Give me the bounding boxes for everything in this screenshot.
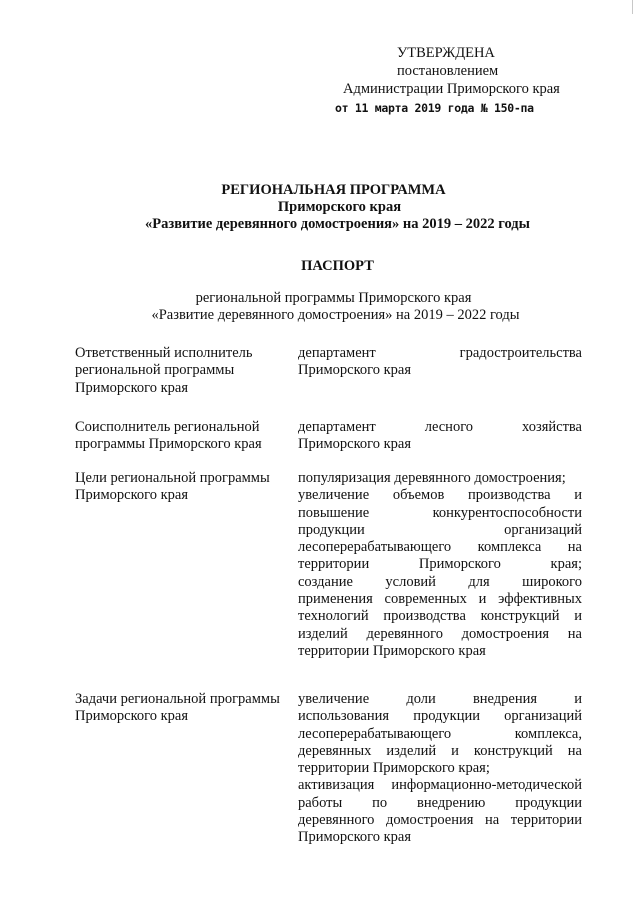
value-line: использования продукции организаций [298, 708, 582, 725]
program-title-line-1: РЕГИОНАЛЬНАЯ ПРОГРАММА [221, 182, 446, 198]
value-line: создание условий для широкого [298, 573, 582, 590]
page-edge-mark [632, 0, 633, 14]
label-line: Приморского края [75, 487, 189, 504]
value-line: активизация информационно-методической [298, 777, 582, 794]
passport-subtitle-2: «Развитие деревянного домостроения» на 2019 – 2022 годы [151, 307, 520, 323]
value-line: деревянных изделий и конструкций на [298, 742, 582, 759]
value-line: Приморского края [298, 362, 412, 379]
value-line: деревянного домостроения на территории [298, 812, 582, 829]
passport-subtitle-1: региональной программы Приморского края [195, 290, 472, 306]
value-line: лесоперерабатывающего комплекса, [298, 725, 582, 742]
program-title-line-2: Приморского края [277, 199, 402, 215]
row-value [298, 470, 582, 660]
row-value [298, 691, 582, 847]
row-label [75, 470, 293, 505]
value-line: лесоперерабатывающего комплекса на [298, 539, 582, 556]
label-line: Приморского края [75, 708, 189, 725]
value-line: продукции организаций [298, 521, 582, 538]
label-line: Цели региональной программы [75, 470, 270, 486]
value-line: изделий деревянного домостроения на [298, 625, 582, 642]
label-line: Ответственный исполнитель [75, 345, 253, 361]
row-label [75, 345, 293, 397]
value-line: территории Приморского края; [298, 556, 582, 573]
value-line: увеличение объемов производства и [298, 487, 582, 504]
value-line: департамент градостроительства [298, 345, 582, 361]
label-line: Задачи региональной программы [75, 691, 280, 707]
approval-resolution: постановлением [397, 63, 499, 79]
value-line: территории Приморского края [298, 642, 486, 659]
program-title [0, 182, 639, 233]
label-line: Соисполнитель региональной [75, 419, 260, 435]
passport-header [0, 258, 639, 324]
value-line: работы по внедрению продукции [298, 794, 582, 811]
label-line: региональной программы [75, 362, 235, 379]
approval-block [335, 44, 575, 117]
value-line: популяризация деревянного домостроения; [298, 470, 566, 486]
label-line: программы Приморского края [75, 436, 262, 453]
row-value [298, 345, 582, 380]
row-value [298, 419, 582, 454]
value-line: Приморского края [298, 829, 412, 846]
value-line: технологий производства конструкций и [298, 608, 582, 625]
value-line: территории Приморского края; [298, 760, 490, 777]
value-line: департамент лесного хозяйства [298, 419, 582, 435]
value-line: Приморского края [298, 436, 412, 453]
program-title-line-3: «Развитие деревянного домостроения» на 2019 – 2022 годы [145, 216, 530, 232]
row-label [75, 691, 293, 726]
approval-authority: Администрации Приморского края [343, 81, 560, 97]
approval-title: УТВЕРЖДЕНА [397, 45, 495, 61]
value-line: повышение конкурентоспособности [298, 504, 582, 521]
passport-heading: ПАСПОРТ [301, 258, 374, 274]
value-line: применения современных и эффективных [298, 591, 582, 608]
label-line: Приморского края [75, 379, 189, 396]
row-label [75, 419, 293, 454]
approval-date-number: от 11 марта 2019 года № 150-па [335, 101, 534, 115]
value-line: увеличение доли внедрения и [298, 691, 582, 707]
